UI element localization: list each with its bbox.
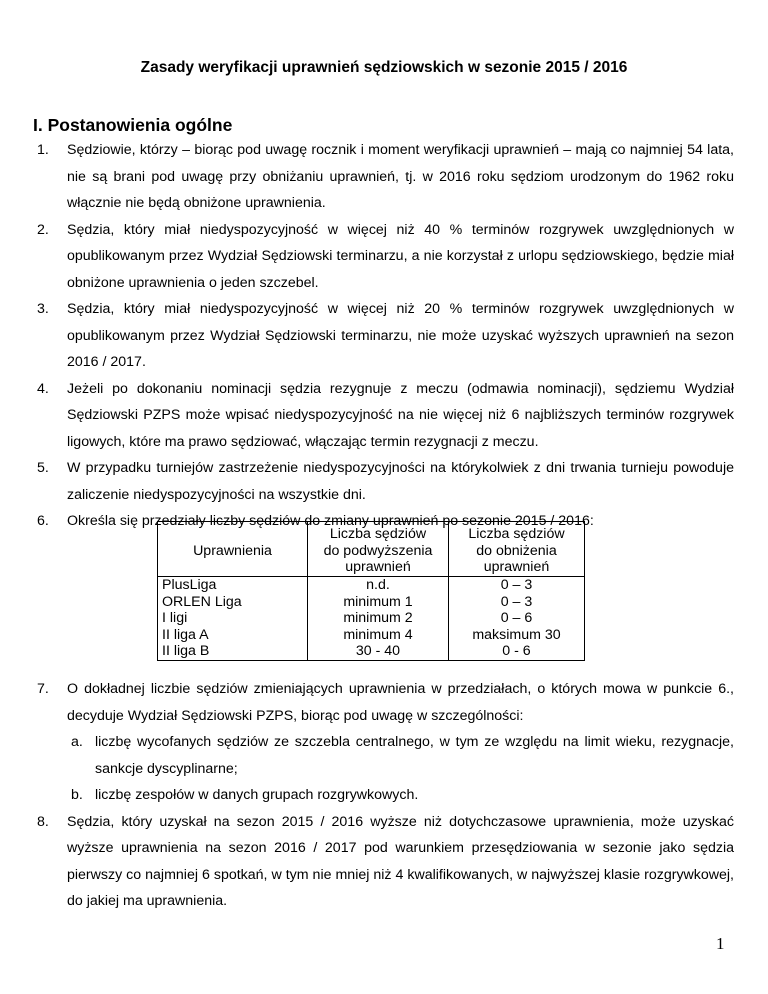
list-item (37, 676, 734, 729)
page-number: 1 (716, 934, 725, 953)
header-cell-demotion: Liczba sędziów do obniżenia uprawnień (449, 522, 585, 577)
item-number: 7. (37, 681, 49, 697)
item-number: 6. (37, 513, 49, 529)
item-text: Sędzia, który miał niedyspozycyjność w więcej niż 20 % terminów rozgrywek uwzględnionych w opublikowanym przez Wydział Sędziowski terminarzu, nie może uzyskać wyższych uprawnień na sezon 2016 / 2017. (67, 301, 734, 370)
item-number: 4. (37, 380, 49, 397)
sub-item-letter: a. (71, 734, 83, 750)
item-text: W przypadku turniejów zastrzeżenie niedyspozycyjności na którykolwiek z dni trwania turnieju powoduje zaliczenie niedyspozycyjności na wszystkie dni. (67, 460, 734, 503)
item-number: 3. (37, 301, 49, 317)
rules-list-part-2 (37, 676, 734, 915)
list-item (37, 296, 734, 376)
document-title: Zasady weryfikacji uprawnień sędziowskich w sezonie 2015 / 2016 (140, 59, 628, 76)
item-number: 8. (37, 813, 49, 830)
item-text: O dokładnej liczbie sędziów zmieniających uprawnienia w przedziałach, o których mowa w punkcie 6., decyduje Wydział Sędziowski PZPS, biorąc pod uwagę w szczególności: (67, 681, 734, 724)
item-number: 1. (37, 142, 49, 158)
list-item (37, 455, 734, 508)
item-text: Jeżeli po dokonaniu nominacji sędzia rezygnuje z meczu (odmawia nominacji), sędziemu Wydział Sędziowski PZPS może wpisać niedyspozycyjność na nie więcej niż 6 najbliższych terminów rozgrywek ligowych, które ma prawo sędziować, włączając termin rezygnacji z meczu. (67, 380, 734, 450)
league-names-cell: PlusLiga ORLEN Liga I ligi II liga A II liga B (158, 577, 308, 661)
list-item (37, 137, 734, 217)
sub-item-text: liczbę zespołów w danych grupach rozgrywkowych. (95, 787, 419, 803)
item-text: Sędzia, który uzyskał na sezon 2015 / 2016 wyższe niż dotychczasowe uprawnienia, może uzyskać wyższe uprawnienia na sezon 2016 / 2017 pod warunkiem przesędziowania w sezonie jako sędzia pierwszy co najmniej 6 spotkań, w tym nie mniej niż 4 kwalifikowanych, w najwyższej klasie rozgrywkowej, do jakiej ma uprawnienia. (67, 813, 734, 909)
item-text: Określa się przedziały liczby sędziów do zmiany uprawnień po sezonie 2015 / 2016: (67, 513, 594, 529)
item-number: 2. (37, 221, 49, 238)
item-text: Sędziowie, którzy – biorąc pod uwagę rocznik i moment weryfikacji uprawnień – mają co najmniej 54 lata, nie są brani pod uwagę przy obniżaniu uprawnień, tj. w 2016 roku sędziom urodzonym do 1962 roku włącznie nie będą obniżone uprawnienia. (67, 142, 734, 211)
sub-list-item (67, 782, 734, 809)
item-number: 5. (37, 460, 49, 476)
promotion-values-cell: n.d. minimum 1 minimum 2 minimum 4 30 - 40 (308, 577, 449, 661)
header-cell-promotion: Liczba sędziów do podwyższenia uprawnień (308, 522, 449, 577)
sub-item-letter: b. (71, 787, 83, 803)
list-item (37, 809, 734, 915)
item-text: Sędzia, który miał niedyspozycyjność w więcej niż 40 % terminów rozgrywek uwzględnionych w opublikowanym przez Wydział Sędziowski terminarzu, a nie korzystał z urlopu sędziowskiego, będzie miał obniżone uprawnienia o jeden szczebel. (67, 221, 734, 291)
section-heading: I. Postanowienia ogólne (33, 115, 233, 135)
list-item (37, 376, 734, 456)
table-body-row (158, 577, 585, 661)
list-item (37, 217, 734, 297)
referee-limits-table (157, 521, 585, 661)
header-cell-permissions: Uprawnienia (158, 522, 308, 577)
rules-list-part-1 (37, 137, 734, 535)
sub-list-item (67, 729, 734, 782)
table-header-row (158, 522, 585, 577)
demotion-values-cell: 0 – 3 0 – 3 0 – 6 maksimum 30 0 - 6 (449, 577, 585, 661)
sub-item-text: liczbę wycofanych sędziów ze szczebla centralnego, w tym ze względu na limit wieku, rezygnacje, sankcje dyscyplinarne; (95, 734, 734, 777)
